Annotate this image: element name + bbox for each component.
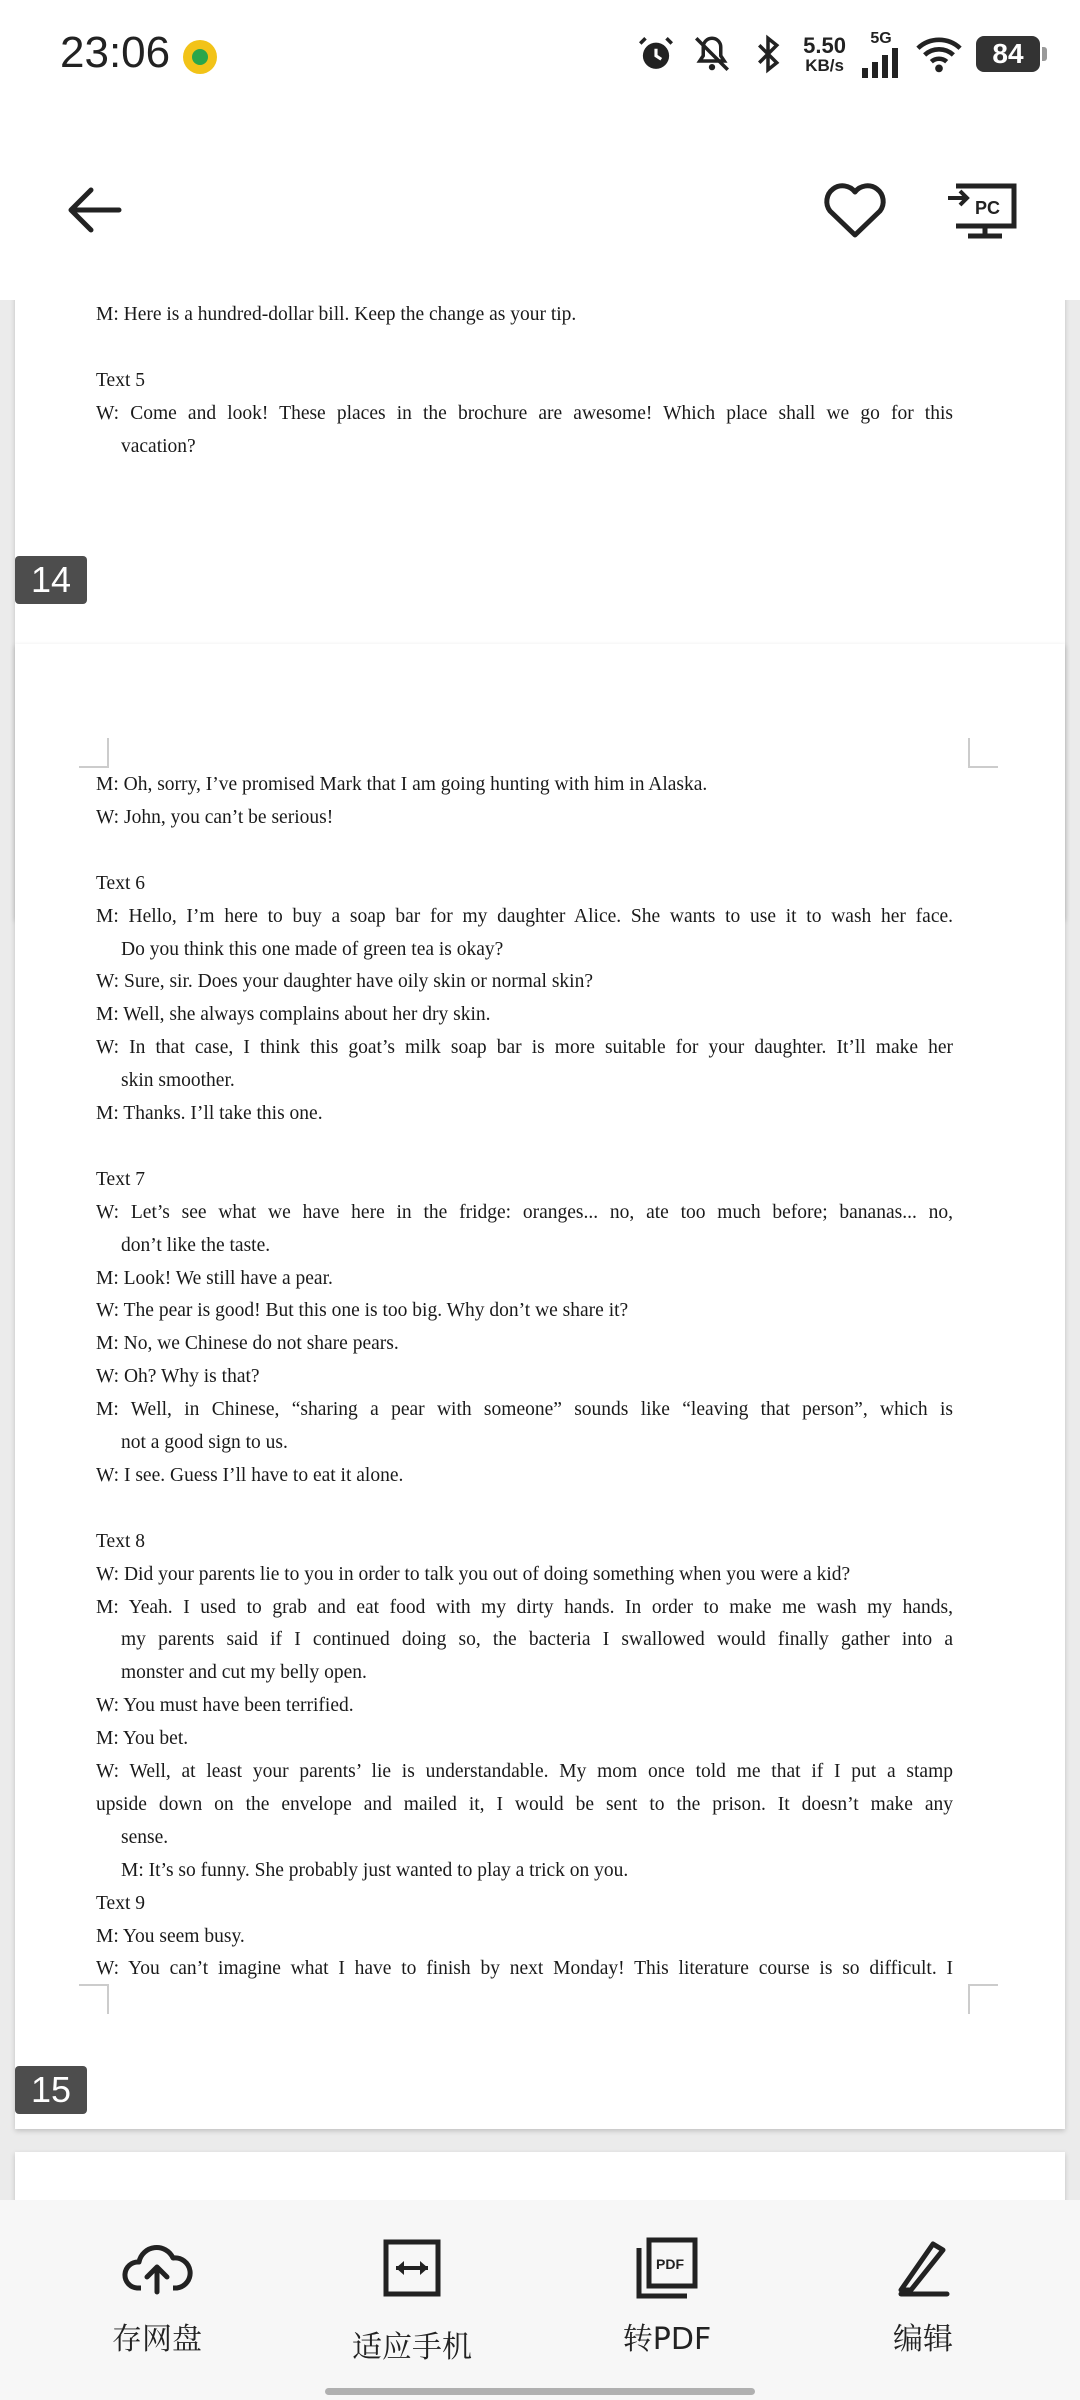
status-bar [0, 0, 1080, 115]
text-line: Text 9 [96, 1892, 145, 1914]
edit-label: 编辑 [893, 2322, 953, 2357]
text-line: M: You seem busy. [96, 1925, 245, 1947]
text-line: M: Oh, sorry, I’ve promised Mark that I am going hunting with him in Alaska. [96, 774, 708, 795]
text-line: W: John, you can’t be serious! [96, 806, 334, 828]
wifi-icon [916, 31, 962, 77]
text-line: vacation? [121, 435, 196, 457]
save-to-cloud-button[interactable] [57, 2228, 257, 2358]
back-button[interactable] [55, 170, 135, 250]
crop-mark [968, 1984, 998, 2014]
edit-button[interactable] [823, 2228, 1023, 2358]
document-viewer[interactable] [0, 300, 1080, 2200]
network-type: 5G [870, 30, 892, 47]
text-line: W: Well, at least your parents’ lie is understandable. My mom once told me that if I put a stamp [96, 1761, 953, 1782]
text-line: M: Hello, I’m here to buy a soap bar for my daughter Alice. She wants to use it to wash her face. [96, 905, 953, 927]
music-app-icon [183, 40, 217, 74]
text-line: Do you think this one made of green tea is okay? [121, 938, 504, 960]
cloud-upload-icon [121, 2238, 193, 2298]
text-line: Text 5 [96, 369, 145, 391]
status-time: 23:06 [60, 28, 171, 77]
fit-width-icon [382, 2238, 442, 2298]
text-line: W: In that case, I think this goat’s milk soap bar is more suitable for your daughter. It’ll make her [96, 1037, 953, 1059]
arrow-left-icon [63, 178, 127, 242]
fit-phone-button[interactable] [312, 2228, 512, 2366]
text-line: Text 7 [96, 1168, 145, 1190]
crop-mark [968, 738, 998, 768]
text-line: M: Well, in Chinese, “sharing a pear with someone” sounds like “leaving that person”, which is [96, 1399, 953, 1421]
save-to-cloud-label: 存网盘 [112, 2322, 202, 2357]
signal-bars-icon [860, 48, 902, 78]
cell-signal [860, 30, 902, 78]
text-line: M: You bet. [96, 1728, 189, 1750]
fit-phone-label: 适应手机 [352, 2330, 472, 2365]
document-page [15, 2152, 1065, 2200]
bottom-toolbar [0, 2200, 1080, 2400]
pdf-icon [635, 2236, 699, 2300]
svg-text:PC: PC [975, 198, 1001, 218]
text-line: M: Thanks. I’ll take this one. [96, 1103, 323, 1124]
status-icons [635, 30, 1040, 78]
text-line: M: No, we Chinese do not share pears. [96, 1333, 399, 1355]
text-line: W: Oh? Why is that? [96, 1366, 260, 1388]
mute-icon [691, 33, 733, 75]
crop-mark [79, 1984, 109, 2014]
alarm-icon [635, 33, 677, 75]
text-line: M: Yeah. I used to grab and eat food with my dirty hands. In order to make me wash my hands, [96, 1596, 953, 1618]
text-line: W: Let’s see what we have here in the fridge: oranges... no, ate too much before; bananas... no, [96, 1201, 953, 1223]
send-to-pc-button[interactable] [943, 170, 1023, 250]
text-line: W: I see. Guess I’ll have to eat it alone. [96, 1464, 404, 1486]
text-line: M: It’s so funny. She probably just wanted to play a trick on you. [121, 1859, 629, 1881]
favorite-button[interactable] [815, 170, 895, 250]
text-line: sense. [121, 1826, 169, 1848]
text-line: don’t like the taste. [121, 1234, 271, 1256]
net-speed: 5.50 KB/s [803, 32, 846, 75]
text-line: monster and cut my belly open. [121, 1662, 367, 1684]
page-number-badge: 15 [15, 2066, 87, 2114]
text-line: my parents said if I continued doing so, the bacteria I swallowed would finally gather into a [121, 1629, 953, 1651]
svg-text:PDF: PDF [656, 2256, 684, 2272]
convert-pdf-button[interactable] [567, 2228, 767, 2358]
page-number-badge: 14 [15, 556, 87, 604]
text-line: W: You can’t imagine what I have to finish by next Monday! This literature course is so difficult. I [96, 1958, 953, 1980]
text-line: W: The pear is good! But this one is too big. Why don’t we share it? [96, 1300, 629, 1322]
text-line: W: Come and look! These places in the brochure are awesome! Which place shall we go for this [96, 402, 953, 424]
text-line: W: Did your parents lie to you in order to talk you out of doing something when you were a kid? [96, 1563, 851, 1585]
text-line: Text 6 [96, 872, 145, 894]
text-line: skin smoother. [121, 1070, 235, 1092]
home-indicator[interactable] [325, 2388, 755, 2395]
text-line: M: Look! We still have a pear. [96, 1267, 333, 1289]
text-line: W: You must have been terrified. [96, 1695, 354, 1717]
text-line: upside down on the envelope and mailed it, I would be sent to the prison. It doesn’t make any [96, 1793, 953, 1815]
text-line: M: Well, she always complains about her dry skin. [96, 1004, 491, 1026]
heart-icon [822, 180, 888, 240]
battery-indicator: 84 [976, 36, 1040, 72]
convert-pdf-label: 转PDF [622, 2322, 712, 2357]
bluetooth-icon [747, 33, 789, 75]
text-line: not a good sign to us. [121, 1432, 288, 1453]
text-line: Text 8 [96, 1530, 145, 1552]
text-line: W: Sure, sir. Does your daughter have oily skin or normal skin? [96, 971, 593, 993]
app-bar [0, 115, 1080, 300]
text-line: M: Here is a hundred-dollar bill. Keep the change as your tip. [96, 304, 577, 325]
crop-mark [79, 738, 109, 768]
send-to-pc-icon [948, 178, 1018, 242]
pen-icon [893, 2238, 953, 2298]
